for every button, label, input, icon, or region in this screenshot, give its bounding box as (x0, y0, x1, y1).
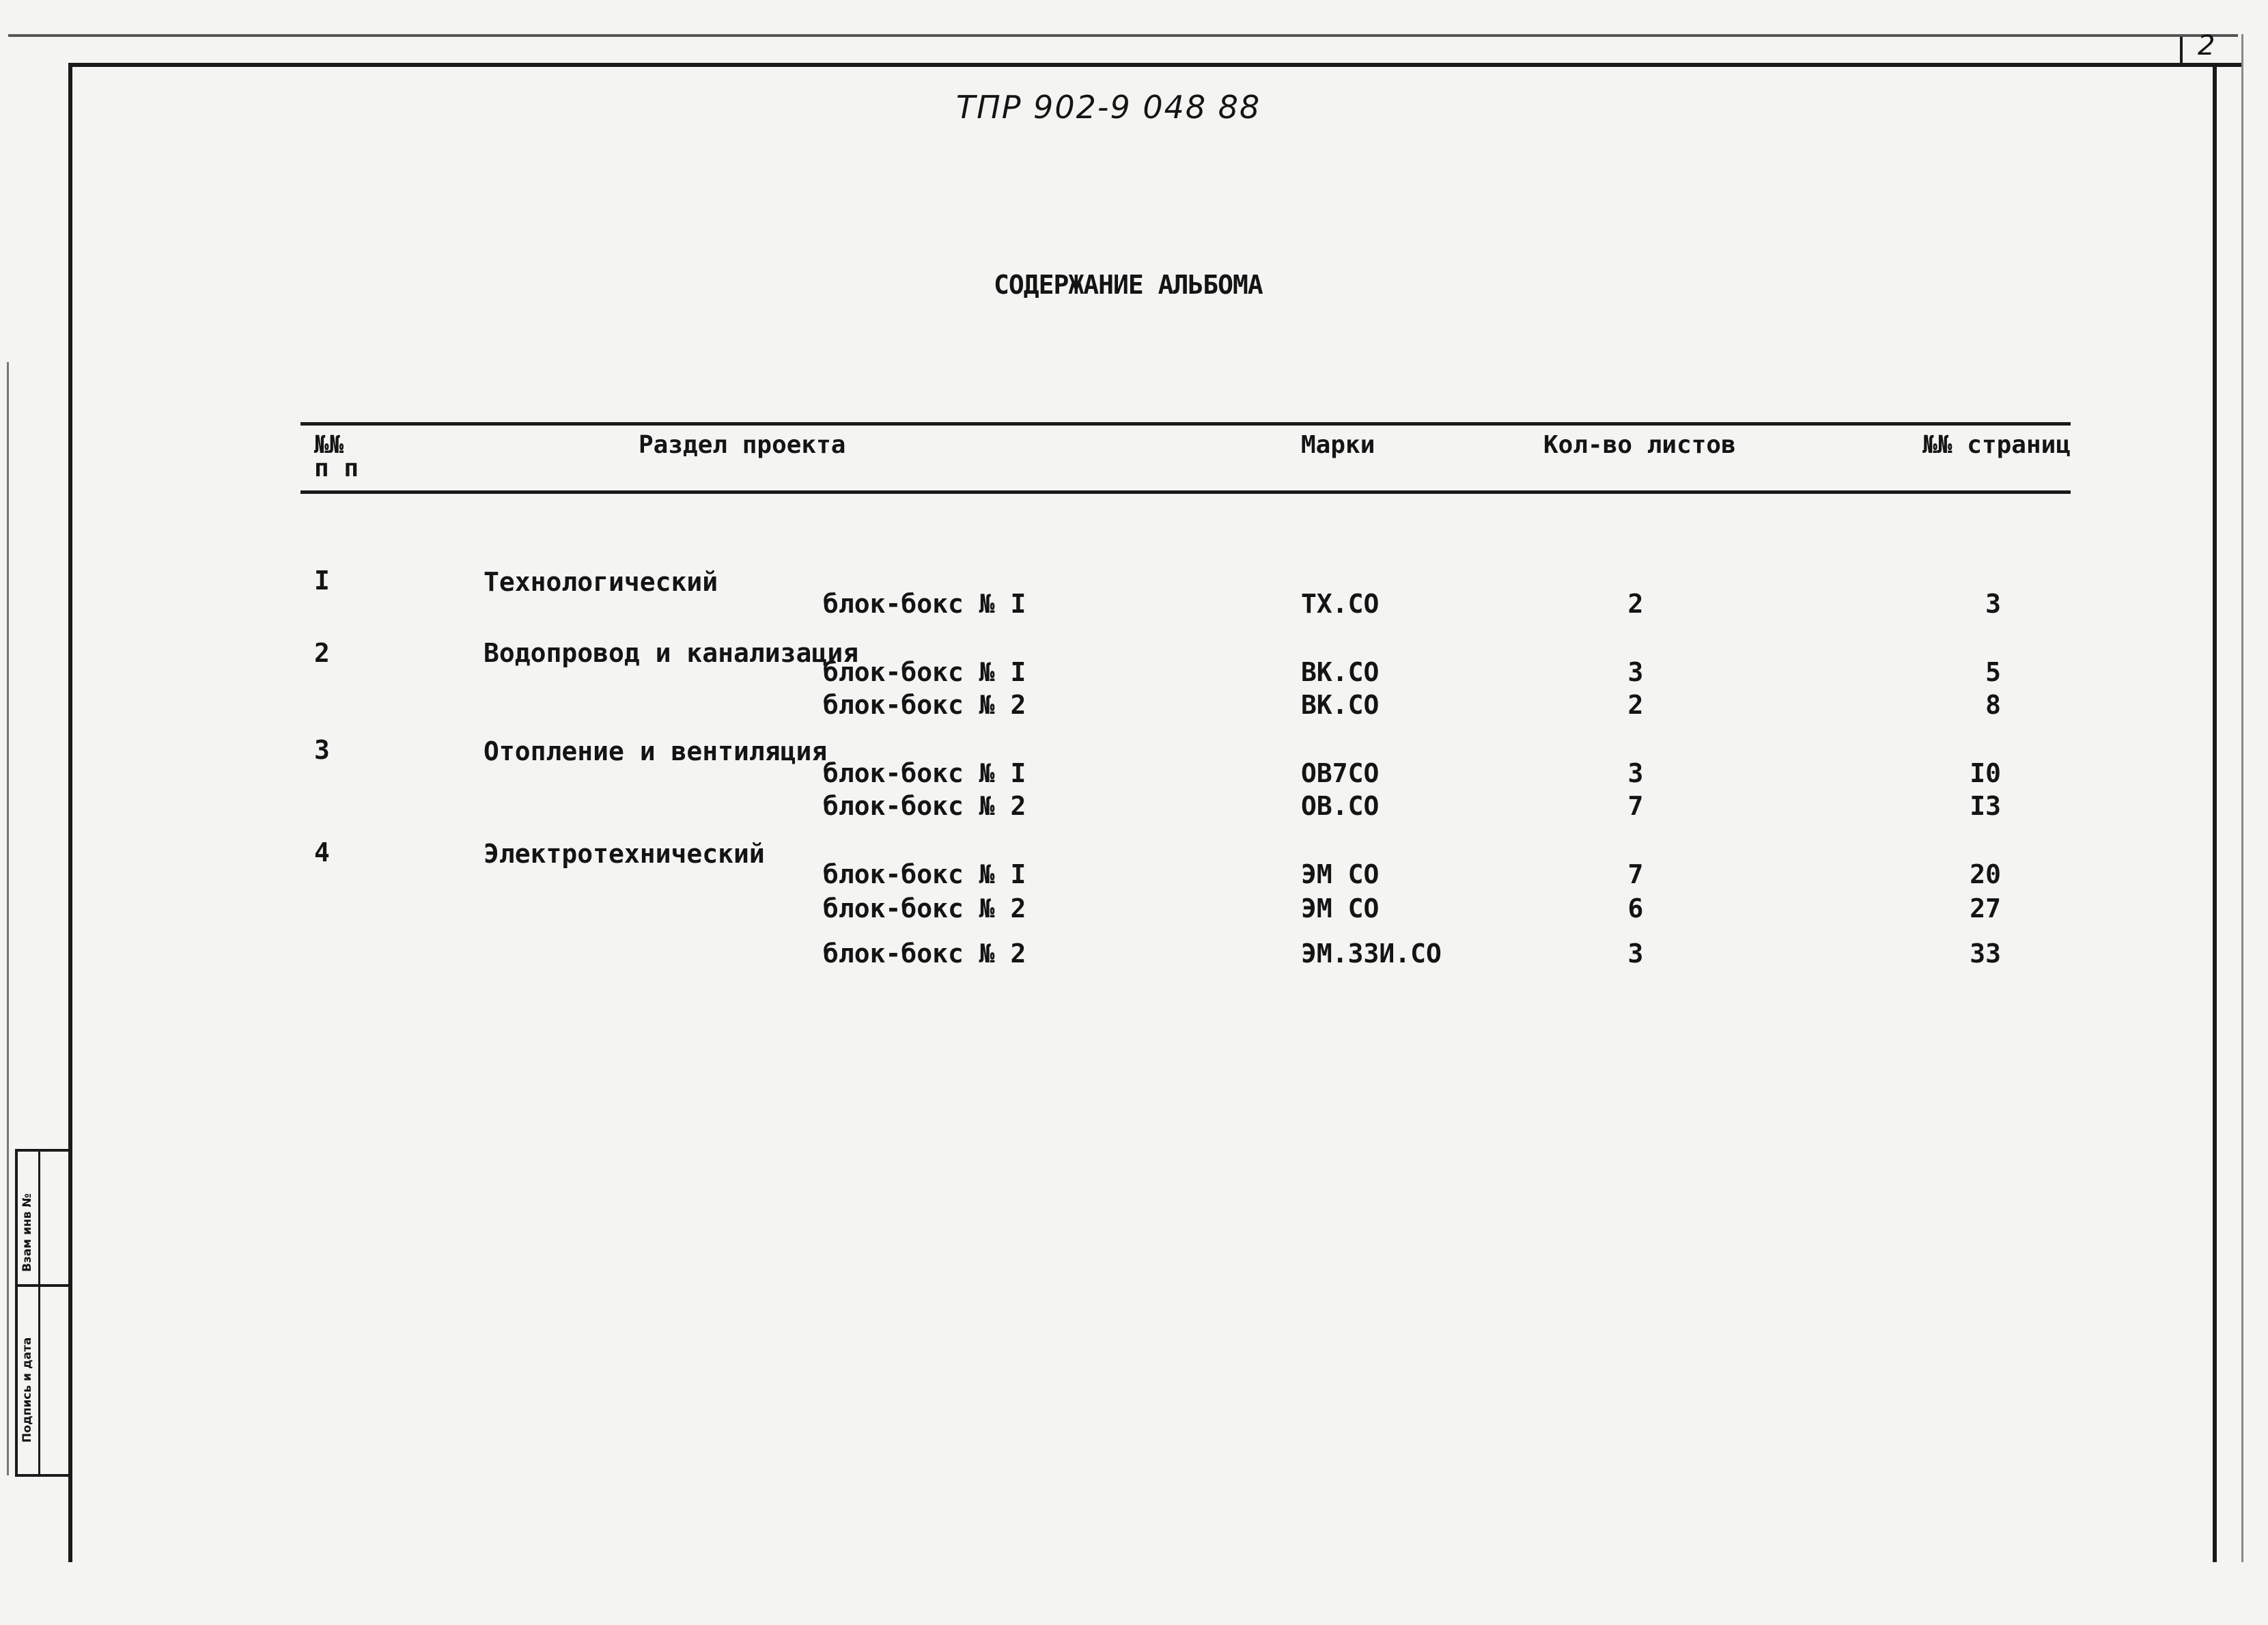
row-page: 3 (1985, 589, 2001, 619)
sheet-number-box-divider (2180, 37, 2183, 63)
row-mark: ЭМ.ЗЗИ.СО (1301, 939, 1442, 969)
stamp-bottom-rule (15, 1474, 72, 1477)
row-page: 5 (1985, 657, 2001, 687)
stamp-signature-field: Подпись и дата (20, 1337, 34, 1443)
section-number: I (314, 566, 330, 596)
stamp-middle-rule (15, 1284, 72, 1287)
row-item: блок-бокс № I (823, 589, 1026, 619)
stamp-inner-rule (38, 1149, 40, 1477)
table-top-rule (300, 422, 2071, 426)
row-page: 33 (1970, 939, 2001, 969)
row-sheet-count: 7 (1627, 859, 1644, 889)
row-item: блок-бокс № 2 (823, 893, 1026, 923)
row-sheet-count: 6 (1627, 893, 1644, 923)
frame-right-line (2213, 63, 2217, 1562)
frame-top-line (8, 34, 2238, 37)
row-page: 8 (1985, 690, 2001, 720)
row-item: блок-бокс № 2 (823, 791, 1026, 821)
section-name: Отопление и вентиляция (484, 736, 828, 766)
row-sheet-count: 3 (1627, 758, 1644, 788)
row-page: I0 (1970, 758, 2001, 788)
document-code: ТПР 902-9 048 88 (956, 89, 1261, 126)
header-pages: №№ страниц (1922, 431, 2071, 459)
stamp-left-rule (15, 1149, 18, 1477)
row-sheet-count: 2 (1627, 589, 1644, 619)
stamp-top-rule (15, 1149, 72, 1152)
table-header-rule (300, 490, 2071, 494)
row-page: 27 (1970, 893, 2001, 923)
row-mark: ЭМ СО (1301, 893, 1380, 923)
row-item: блок-бокс № 2 (823, 690, 1026, 720)
section-number: 4 (314, 837, 330, 867)
section-name: Водопровод и канализация (484, 638, 859, 668)
row-mark: ВК.СО (1301, 657, 1380, 687)
frame-left-edge-line (7, 362, 9, 1475)
sheet-number: 2 (2198, 30, 2215, 61)
row-item: блок-бокс № I (823, 758, 1026, 788)
row-sheet-count: 2 (1627, 690, 1644, 720)
page-title: СОДЕРЖАНИЕ АЛЬБОМА (994, 270, 1263, 300)
row-sheet-count: 7 (1627, 791, 1644, 821)
stamp-replacement-field: Взам инв № (20, 1193, 34, 1272)
row-mark: ЭМ СО (1301, 859, 1380, 889)
row-item: блок-бокс № 2 (823, 939, 1026, 969)
section-name: Технологический (484, 567, 718, 597)
header-mark: Марки (1301, 431, 1375, 459)
frame-right-outer-line (2241, 34, 2243, 1562)
row-sheet-count: 3 (1627, 657, 1644, 687)
row-page: 20 (1970, 859, 2001, 889)
frame-inner-top-line (68, 63, 2241, 67)
header-sheet-count: Кол-во листов (1543, 431, 1736, 459)
section-number: 2 (314, 638, 330, 668)
row-mark: ОВ7СО (1301, 758, 1380, 788)
row-mark: ТХ.СО (1301, 589, 1380, 619)
header-section: Раздел проекта (639, 431, 846, 459)
row-mark: ВК.СО (1301, 690, 1380, 720)
section-name: Электротехнический (484, 839, 765, 869)
frame-left-line (68, 63, 72, 1562)
row-sheet-count: 3 (1627, 939, 1644, 969)
section-number: 3 (314, 735, 330, 765)
row-mark: ОВ.СО (1301, 791, 1380, 821)
row-page: I3 (1970, 791, 2001, 821)
header-number-line1: №№ (314, 431, 344, 459)
row-item: блок-бокс № I (823, 657, 1026, 687)
header-number-line2: п п (314, 454, 359, 482)
row-item: блок-бокс № I (823, 859, 1026, 889)
